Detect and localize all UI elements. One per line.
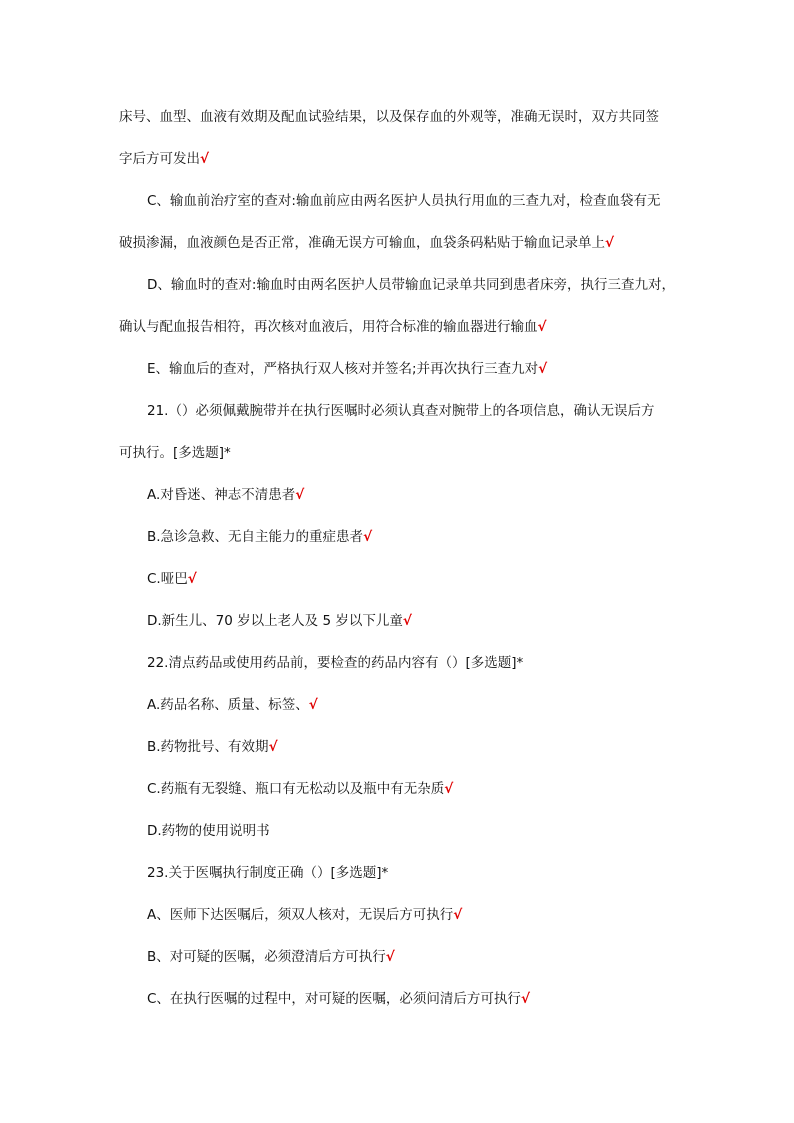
line-text: 23.关于医嘱执行制度正确（）[多选题]* — [147, 865, 389, 881]
option-text: C.哑巴 — [147, 571, 188, 587]
question-22-option-d — [147, 822, 270, 840]
check-mark-icon: √ — [444, 781, 454, 797]
question-22-option-b — [147, 738, 278, 756]
question-22-option-c — [147, 780, 453, 798]
line-text: 字后方可发出 — [119, 151, 200, 167]
question-21-stem-cont — [119, 444, 231, 462]
question-21-option-c — [147, 570, 197, 588]
question-22-stem — [147, 654, 523, 672]
text-line — [147, 360, 547, 378]
question-21-option-a — [147, 486, 304, 504]
question-23-option-c — [147, 990, 530, 1008]
text-line — [119, 234, 614, 252]
option-text: D.新生儿、70 岁以上老人及 5 岁以下儿童 — [147, 613, 403, 629]
check-mark-icon: √ — [308, 697, 318, 713]
check-mark-icon: √ — [268, 739, 278, 755]
question-21-option-b — [147, 528, 372, 546]
line-text: 可执行。[多选题]* — [119, 445, 231, 461]
option-text: A.药品名称、质量、标签、 — [147, 697, 309, 713]
text-line — [147, 192, 660, 210]
check-mark-icon: √ — [605, 235, 615, 251]
text-line — [147, 276, 675, 294]
check-mark-icon: √ — [520, 991, 530, 1007]
check-mark-icon: √ — [187, 571, 197, 587]
check-mark-icon: √ — [402, 613, 412, 629]
question-23-stem — [147, 864, 388, 882]
check-mark-icon: √ — [385, 949, 395, 965]
check-mark-icon: √ — [537, 319, 547, 335]
option-text: B.急诊急救、无自主能力的重症患者 — [147, 529, 364, 545]
option-text: A.对昏迷、神志不清患者 — [147, 487, 296, 503]
check-mark-icon: √ — [453, 907, 463, 923]
option-text: B.药物批号、有效期 — [147, 739, 269, 755]
line-text: 21.（）必须佩戴腕带并在执行医嘱时必须认真查对腕带上的各项信息，确认无误后方 — [147, 403, 655, 419]
option-text: B、对可疑的医嘱，必须澄清后方可执行 — [147, 949, 386, 965]
text-line — [119, 150, 209, 168]
check-mark-icon: √ — [200, 151, 210, 167]
question-23-option-b — [147, 948, 395, 966]
check-mark-icon: √ — [363, 529, 373, 545]
text-line — [119, 318, 547, 336]
option-text: C、在执行医嘱的过程中，对可疑的医嘱，必须问清后方可执行 — [147, 991, 521, 1007]
line-text: D、输血时的查对:输血时由两名医护人员带输血记录单共同到患者床旁，执行三查九对， — [147, 277, 675, 293]
line-text: 破损渗漏，血液颜色是否正常，准确无误方可输血，血袋条码粘贴于输血记录单上 — [119, 235, 605, 251]
check-mark-icon: √ — [295, 487, 305, 503]
question-21-stem — [147, 402, 654, 420]
question-23-option-a — [147, 906, 462, 924]
line-text: 确认与配血报告相符，再次核对血液后，用符合标准的输血器进行输血 — [119, 319, 538, 335]
option-text: A、医师下达医嘱后，须双人核对，无误后方可执行 — [147, 907, 454, 923]
option-text: C.药瓶有无裂缝、瓶口有无松动以及瓶中有无杂质 — [147, 781, 445, 797]
line-text: 22.清点药品或使用药品前，要检查的药品内容有（）[多选题]* — [147, 655, 524, 671]
check-mark-icon: √ — [538, 361, 548, 377]
text-line — [119, 108, 659, 126]
question-22-option-a — [147, 696, 318, 714]
option-text: D.药物的使用说明书 — [147, 823, 270, 839]
line-text: E、输血后的查对，严格执行双人核对并签名;并再次执行三查九对 — [147, 361, 539, 377]
line-text: C、输血前治疗室的查对:输血前应由两名医护人员执行用血的三查九对，检查血袋有无 — [147, 193, 661, 209]
question-21-option-d — [147, 612, 412, 630]
line-text: 床号、血型、血液有效期及配血试验结果，以及保存血的外观等，准确无误时，双方共同签 — [119, 109, 659, 125]
